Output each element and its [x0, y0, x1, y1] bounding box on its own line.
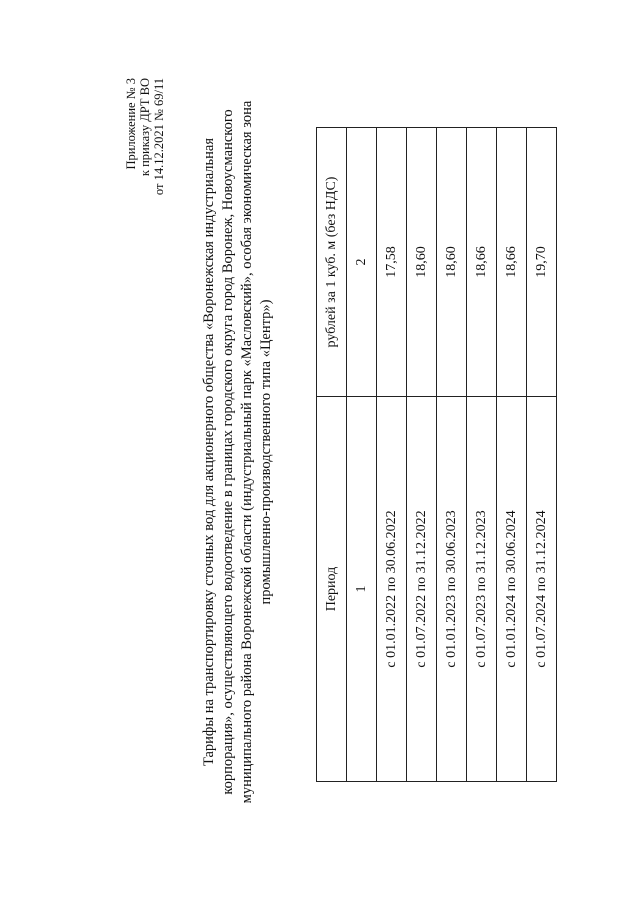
period-cell: с 01.07.2024 по 31.12.2024 [527, 397, 557, 782]
header-rate: рублей за 1 куб. м (без НДС) [317, 128, 347, 397]
table-row [527, 128, 557, 782]
appendix-number: Приложение № 3 [124, 78, 138, 170]
table-row [497, 128, 527, 782]
rate-cell: 19,70 [527, 128, 557, 397]
column-number-row [347, 128, 377, 782]
title-line: Тарифы на транспортировку сточных вод для акционерного общества «Воронежская индустриальная [201, 138, 217, 767]
appendix-date: от 14.12.2021 № 69/11 [152, 78, 166, 196]
table-row [407, 128, 437, 782]
period-cell: с 01.01.2024 по 30.06.2024 [497, 397, 527, 782]
title-line: корпорация», осуществляющего водоотведение в границах городского округа город Воронеж, Новоусманского [220, 109, 236, 795]
tariff-table [316, 127, 557, 782]
rate-cell: 18,66 [497, 128, 527, 397]
header-period: Период [317, 397, 347, 782]
period-cell: с 01.07.2023 по 31.12.2023 [467, 397, 497, 782]
rate-cell: 18,66 [467, 128, 497, 397]
period-cell: с 01.07.2022 по 31.12.2022 [407, 397, 437, 782]
rate-cell: 17,58 [377, 128, 407, 397]
rate-cell: 18,60 [437, 128, 467, 397]
table-header-row [317, 128, 347, 782]
period-cell: с 01.01.2022 по 30.06.2022 [377, 397, 407, 782]
appendix-reference [124, 78, 166, 195]
document-title [200, 72, 276, 832]
column-number: 1 [347, 397, 377, 782]
table-row [377, 128, 407, 782]
rate-cell: 18,60 [407, 128, 437, 397]
rotated-document-page [120, 72, 549, 832]
table-row [437, 128, 467, 782]
title-line: промышленно-производственного типа «Центр») [258, 299, 274, 605]
period-cell: с 01.01.2023 по 30.06.2023 [437, 397, 467, 782]
table-row [467, 128, 497, 782]
title-line: муниципального района Воронежской области (индустриальный парк «Масловский», особая экономическая зона [239, 100, 255, 804]
column-number: 2 [347, 128, 377, 397]
appendix-order: к приказу ДРТ ВО [138, 78, 152, 177]
